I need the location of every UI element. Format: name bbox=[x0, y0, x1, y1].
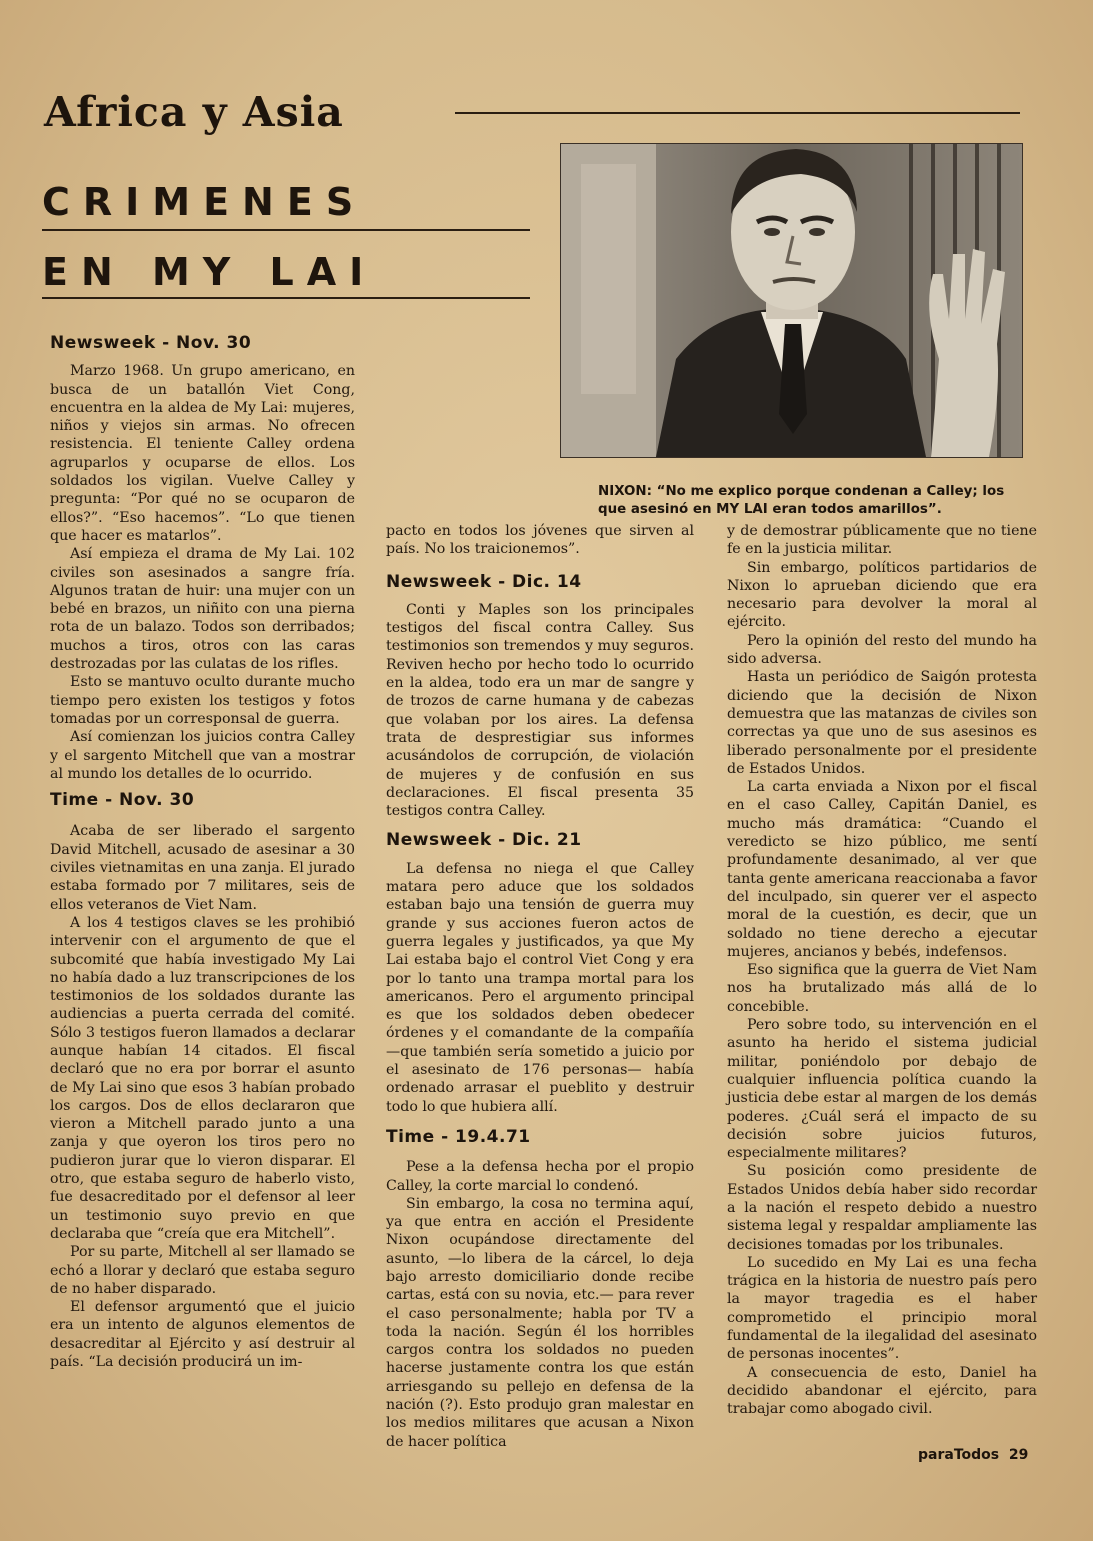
paragraph: Así comienzan los juicios contra Calley y el sargento Mitchell que van a mostrar al mundo los detalles de lo ocurrido. bbox=[50, 729, 355, 782]
paragraph: Eso significa que la guerra de Viet Nam nos ha brutalizado más allá de lo concebible. bbox=[727, 962, 1037, 1015]
paragraph: Su posición como presidente de Estados Unidos debía haber sido recordar a la nación el respeto debido a nuestro sistema legal y respaldar ampliamente las decisiones tomadas por los tribunales. bbox=[727, 1163, 1037, 1253]
article-column-1 bbox=[50, 334, 355, 1371]
source-heading: Newsweek - Nov. 30 bbox=[50, 333, 252, 353]
nixon-photo bbox=[560, 143, 1023, 458]
article-title-line-2: EN MY LAI bbox=[42, 250, 377, 294]
title-rule-2 bbox=[42, 297, 530, 299]
paragraph: Pero sobre todo, su intervención en el asunto ha herido el sistema judicial militar, poniéndolo por debajo de cualquier influencia política cuando la justicia debe estar al margen de los demás poderes. ¿Cuál será el impacto de su decisión sobre juicios futuros, especialmente militares? bbox=[727, 1017, 1037, 1162]
paragraph: Esto se mantuvo oculto durante mucho tiempo pero existen los testigos y fotos tomadas por un corresponsal de guerra. bbox=[50, 674, 355, 727]
source-heading: Time - Nov. 30 bbox=[50, 790, 195, 811]
paragraph: A consecuencia de esto, Daniel ha decidido abandonar el ejército, para trabajar como abogado civil. bbox=[727, 1364, 1037, 1418]
paragraph: Pese a la defensa hecha por el propio Calley, la corte marcial lo condenó. bbox=[386, 1159, 694, 1194]
article-title-line-1: CRIMENES bbox=[42, 180, 367, 224]
section-title: Africa y Asia bbox=[44, 88, 344, 136]
source-heading: Newsweek - Dic. 14 bbox=[386, 571, 582, 592]
paragraph: Sin embargo, políticos partidarios de Nixon lo aprueban diciendo que era necesario para devolver la moral al ejército. bbox=[727, 559, 1037, 631]
paragraph: La defensa no niega el que Calley matara pero aduce que los soldados estaban bajo una tensión de guerra muy grande y sus acciones fueron actos de guerra legales y justificados, ya que My Lai estaba bajo el control Viet Cong y era por lo tanto una trampa mortal para los americanos. Pero el argumento principal es que los soldados deben obedecer órdenes y el comandante de la compañía —que también sería sometido a juicio por el asesinato de 176 personas— había ordenado arrasar el pueblito y destruir todo lo que hubiera allí. bbox=[386, 860, 694, 1115]
paragraph: Conti y Maples son los principales testigos del fiscal contra Calley. Sus testimonios son tremendos y muy seguros. Reviven hecho por hecho todo lo ocurrido en la aldea, todo era un mar de sangre y de trozos de carne humana y de cabezas que volaban por los aires. La defensa trata de desprestigiar sus informes acusándolos de corrupción, de violación de mujeres y de confusión en sus declaraciones. El fiscal presenta 35 testigos contra Calley. bbox=[386, 601, 694, 820]
paragraph: Pero la opinión del resto del mundo ha sido adversa. bbox=[727, 632, 1037, 668]
paragraph: El defensor argumentó que el juicio era un intento de algunos elementos de desacreditar al Ejército y así destruir al país. “La decisión producirá un im- bbox=[50, 1299, 355, 1371]
magazine-name: paraTodos bbox=[918, 1447, 1000, 1463]
article-column-3 bbox=[727, 522, 1037, 1419]
source-heading: Newsweek - Dic. 21 bbox=[386, 830, 582, 851]
paragraph: Acaba de ser liberado el sargento David Mitchell, acusado de asesinar a 30 civiles vietnamitas en una zanja. El jurado estaba formado por 7 militares, seis de ellos veteranos de Viet Nam. bbox=[50, 823, 355, 913]
article-column-2 bbox=[386, 522, 694, 1451]
paragraph: Sin embargo, la cosa no termina aquí, ya que entra en acción el Presidente Nixon ocupándose directamente del asunto, —lo libera de la cárcel, lo deja bajo arresto domiciliario donde recibe cartas, está con su novia, etc.— para rever el caso personalmente; habla por TV a toda la nación. Según él los horribles cargos contra los soldados no pueden hacerse justamente contra los que están arriesgando su pellejo en defensa de la nación (?). Esto produjo gran malestar en los medios militares que acusan a Nixon de hacer política bbox=[386, 1195, 694, 1450]
paragraph: Así empieza el drama de My Lai. 102 civiles son asesinados a sangre fría. Algunos tratan de huir: una mujer con un bebé en brazos, un niñito con una pierna rota de un balazo. Todos son derribados; muchos a tiros, otros con las caras destrozadas por las culatas de los rifles. bbox=[50, 546, 355, 673]
paragraph: La carta enviada a Nixon por el fiscal en el caso Calley, Capitán Daniel, es mucho más dramática: “Cuando el veredicto se hizo público, me sentí profundamente desanimado, al ver que tanta gente americana reaccionaba a favor del inculpado, sin querer ver el aspecto moral de la cuestión, es decir, que un soldado no tiene derecho a ejecutar mujeres, ancianos y bebés, indefensos. bbox=[727, 779, 1037, 960]
paragraph: y de demostrar públicamente que no tiene fe en la justicia militar. bbox=[727, 523, 1037, 558]
page-number: 29 bbox=[1008, 1447, 1029, 1463]
paragraph: Lo sucedido en My Lai es una fecha trágica en la historia de nuestro país pero la mayor tragedia es el haber comprometido el principio moral fundamental de la ilegalidad del asesinato de personas inocentes”. bbox=[727, 1254, 1037, 1363]
photo-caption: NIXON: “No me explico porque condenan a Calley; los que asesinó en MY LAI eran todos amarillos”. bbox=[598, 484, 1005, 517]
paragraph: Hasta un periódico de Saigón protesta diciendo que la decisión de Nixon demuestra que las matanzas de civiles son correctas ya que uno de sus asesinos es liberado personalmente por el presidente de Estados Unidos. bbox=[727, 669, 1037, 777]
title-rule-1 bbox=[42, 229, 530, 231]
section-title-rule bbox=[455, 112, 1020, 114]
paragraph: A los 4 testigos claves se les prohibió intervenir con el argumento de que el subcomité que había investigado My Lai no había dado a luz transcripciones de los testimonios de los soldados durante las audiencias a puerta cerrada del comité. Sólo 3 testigos fueron llamados a declarar aunque habían 14 citados. El fiscal declaró que no era por borrar el asunto de My Lai sino que esos 3 habían probado los cargos. Dos de ellos declararon que vieron a Mitchell parado junto a una zanja y que oyeron los tiros pero no pudieron jurar que lo vieron disparar. El otro, que estaba seguro de haberlo visto, fue desacreditado por el defensor al leer un testimonio suyo previo en que declaraba que “creía que era Mitchell”. bbox=[50, 914, 355, 1242]
source-heading: Time - 19.4.71 bbox=[386, 1126, 531, 1147]
paragraph: pacto en todos los jóvenes que sirven al país. No los traicionemos”. bbox=[386, 523, 694, 558]
page-footer bbox=[918, 1447, 1028, 1463]
paragraph: Por su parte, Mitchell al ser llamado se echó a llorar y declaró que estaba seguro de no haber disparado. bbox=[50, 1244, 355, 1297]
paragraph: Marzo 1968. Un grupo americano, en busca de un batallón Viet Cong, encuentra en la aldea de My Lai: mujeres, niños y viejos sin armas. No ofrecen resistencia. El teniente Calley ordena agruparlos y ocuparse de ellos. Los soldados los vigilan. Vuelve Calley y pregunta: “Por qué no se ocuparon de ellos?”. “Eso hacemos”. “Lo que tienen que hacer es matarlos”. bbox=[50, 363, 355, 544]
